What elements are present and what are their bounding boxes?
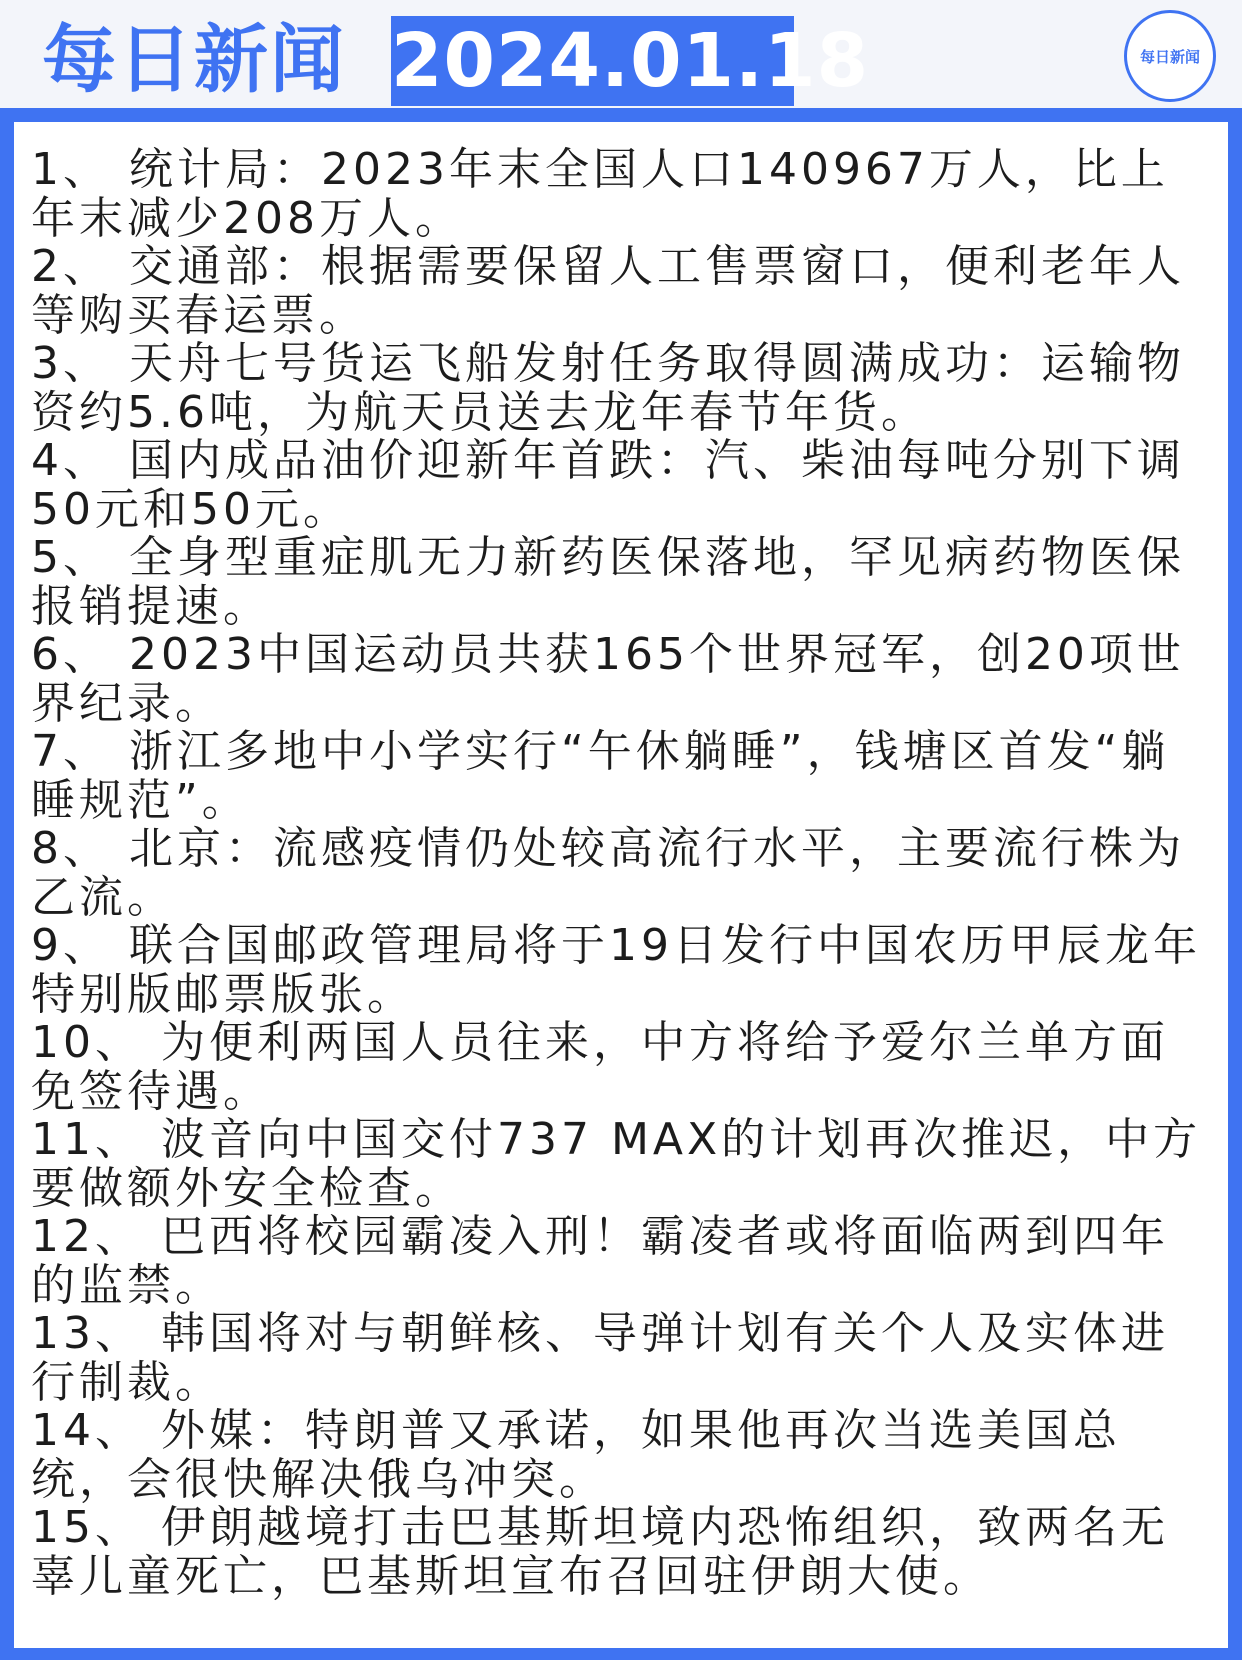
news-item: 6、 2023中国运动员共获165个世界冠军，创20项世界纪录。 (31, 629, 1185, 729)
header (0, 0, 1242, 112)
news-item: 1、 统计局：2023年末全国人口140967万人，比上年末减少208万人。 (31, 144, 1169, 244)
news-item: 3、 天舟七号货运飞船发射任务取得圆满成功：运输物资约5.6吨，为航天员送去龙年春节年货。 (31, 338, 1185, 438)
news-item: 15、 伊朗越境打击巴基斯坦境内恐怖组织，致两名无辜儿童死亡，巴基斯坦宣布召回驻伊朗大使。 (31, 1502, 1169, 1602)
news-item: 9、 联合国邮政管理局将于19日发行中国农历甲辰龙年特别版邮票版张。 (31, 920, 1201, 1020)
news-item: 7、 浙江多地中小学实行“午休躺睡”，钱塘区首发“躺睡规范”。 (31, 726, 1170, 826)
news-item: 5、 全身型重症肌无力新药医保落地，罕见病药物医保报销提速。 (31, 532, 1185, 632)
page-title: 每日新闻 (42, 17, 346, 103)
date-badge: 2024.01.18 (391, 18, 870, 104)
news-item: 14、 外媒：特朗普又承诺，如果他再次当选美国总统，会很快解决俄乌冲突。 (31, 1405, 1121, 1505)
news-item: 11、 波音向中国交付737 MAX的计划再次推迟，中方要做额外安全检查。 (31, 1114, 1202, 1214)
logo-text: 每日新闻 (1139, 47, 1200, 66)
news-item: 8、 北京：流感疫情仍处较高流行水平，主要流行株为乙流。 (31, 823, 1185, 923)
news-item: 13、 韩国将对与朝鲜核、导弹计划有关个人及实体进行制裁。 (31, 1308, 1169, 1408)
logo (1124, 10, 1216, 102)
news-panel (14, 122, 1228, 1648)
news-item: 2、 交通部：根据需要保留人工售票窗口，便利老年人等购买春运票。 (31, 241, 1185, 341)
news-list (31, 146, 1211, 1601)
news-item: 12、 巴西将校园霸凌入刑！霸凌者或将面临两到四年的监禁。 (31, 1211, 1169, 1311)
news-item: 4、 国内成品油价迎新年首跌：汽、柴油每吨分别下调50元和50元。 (31, 435, 1185, 535)
news-item: 10、 为便利两国人员往来，中方将给予爱尔兰单方面免签待遇。 (31, 1017, 1169, 1117)
news-frame (0, 108, 1242, 1660)
